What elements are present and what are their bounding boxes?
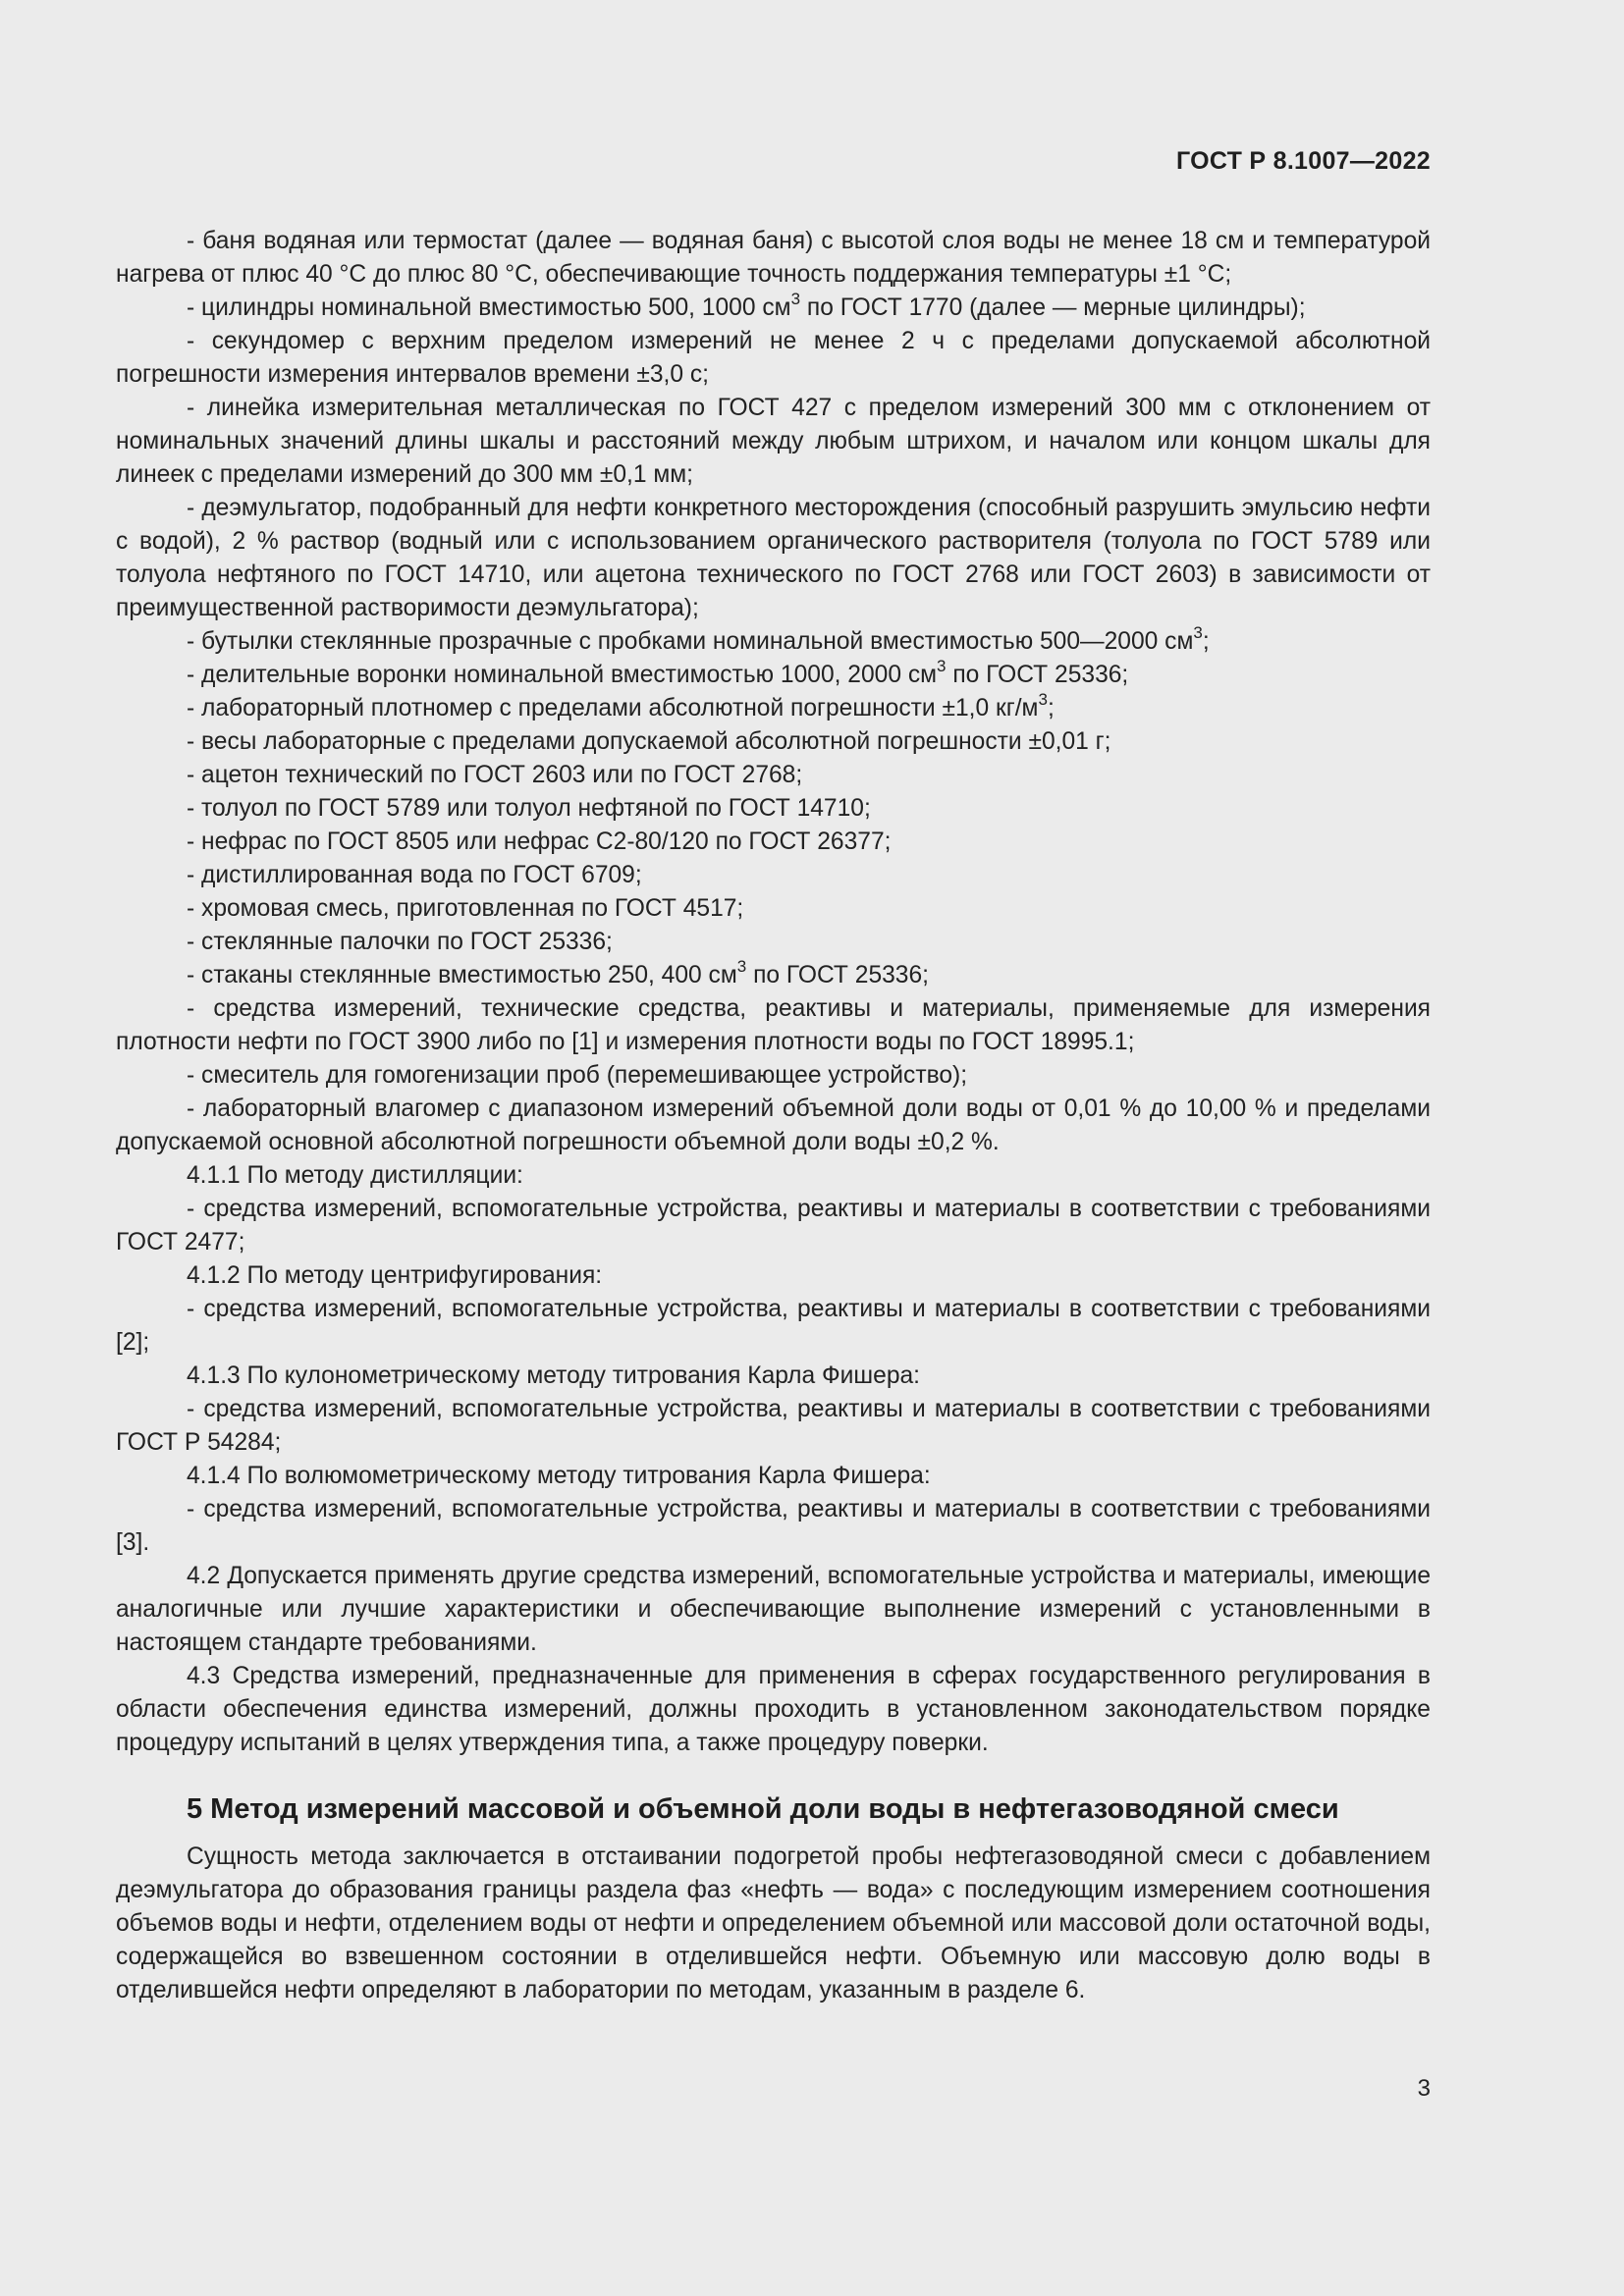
list-item: - секундомер с верхним пределом измерений не менее 2 ч с пределами допускаемой абсолютной погрешности измерения интервалов времени ±3,0 с; [116, 328, 1431, 388]
list-item: - лабораторный влагомер с диапазоном измерений объемной доли воды от 0,01 % до 10,00 % и пределами допускаемой основной абсолютной погрешности объемной доли воды ±0,2 %. [116, 1095, 1431, 1155]
list-item: - стеклянные палочки по ГОСТ 25336; [187, 929, 613, 955]
list-item: - делительные воронки номинальной вместимостью 1000, 2000 $см^3$ по ГОСТ 25336; [187, 656, 1129, 688]
list-item: - нефрас по ГОСТ 8505 или нефрас С2-80/120 по ГОСТ 26377; [187, 828, 892, 855]
page-number: 3 [1417, 2075, 1431, 2102]
list-item: - ацетон технический по ГОСТ 2603 или по ГОСТ 2768; [187, 762, 803, 788]
subclause-heading: 4.1.1 По методу дистилляции: [187, 1162, 523, 1189]
clause-paragraph: 4.2 Допускается применять другие средства измерений, вспомогательные устройства и материалы, имеющие аналогичные или лучшие характеристики и обеспечивающие выполнение измерений с установленными в настоящем стандарте требованиями. [116, 1563, 1431, 1656]
list-item: - толуол по ГОСТ 5789 или толуол нефтяной по ГОСТ 14710; [187, 795, 871, 822]
standard-code-header: ГОСТ Р 8.1007—2022 [1175, 147, 1431, 175]
document-body [116, 225, 1431, 2007]
list-item: - стаканы стеклянные вместимостью 250, 400 $см^3$ по ГОСТ 25336; [187, 956, 929, 988]
subclause-heading: 4.1.4 По волюмометрическому методу титрования Карла Фишера: [187, 1463, 931, 1489]
section-5-body: Сущность метода заключается в отстаивании подогретой пробы нефтегазоводяной смеси с добавлением деэмульгатора до образования границы раздела фаз «нефть — вода» с последующим измерением соотношения объемов воды и нефти, отделением воды от нефти и определением объемной или массовой доли остаточной воды, содержащейся во взвешенном состоянии в отделившейся нефти. Объемную или массовую долю воды в отделившейся нефти определяют в лаборатории по методам, указанным в разделе 6. [116, 1843, 1431, 2003]
list-item: - весы лабораторные с пределами допускаемой абсолютной погрешности ±0,01 г; [187, 728, 1111, 755]
list-item: - деэмульгатор, подобранный для нефти конкретного месторождения (способный разрушить эмульсию нефти с водой), 2 % раствор (водный или с использованием органического растворителя (толуола по ГОСТ 5789 или толуола нефтяного по ГОСТ 14710, или ацетона технического по ГОСТ 2768 или ГОСТ 2603) в зависимости от преимущественной растворимости деэмульгатора); [116, 495, 1431, 621]
list-item: - дистиллированная вода по ГОСТ 6709; [187, 862, 642, 888]
list-item: - средства измерений, вспомогательные устройства, реактивы и материалы в соответствии с требованиями ГОСТ 2477; [116, 1196, 1431, 1255]
subclause-heading: 4.1.3 По кулонометрическому методу титрования Карла Фишера: [187, 1362, 921, 1389]
list-item: - лабораторный плотномер с пределами абсолютной погрешности ±1,0 $кг/м^3$; [187, 689, 1055, 721]
list-item: - средства измерений, вспомогательные устройства, реактивы и материалы в соответствии с требованиями [3]. [116, 1496, 1431, 1556]
section-5-title: 5 Метод измерений массовой и объемной доли воды в нефтегазоводяной смеси [187, 1793, 1339, 1825]
list-item: - бутылки стеклянные прозрачные с пробками номинальной вместимостью 500—2000 $см^3$; [187, 622, 1210, 655]
list-item: - цилиндры номинальной вместимостью 500, 1000 $см^3$ по ГОСТ 1770 (далее — мерные цилиндры); [187, 289, 1306, 321]
clause-paragraph: 4.3 Средства измерений, предназначенные для применения в сферах государственного регулирования в области обеспечения единства измерений, должны проходить в установленном законодательством порядке процедуру испытаний в целях утверждения типа, а также процедуру поверки. [116, 1663, 1431, 1756]
list-item: - линейка измерительная металлическая по ГОСТ 427 с пределом измерений 300 мм с отклонением от номинальных значений длины шкалы и расстояний между любым штрихом, и началом или концом шкалы для линеек с пределами измерений до 300 мм ±0,1 мм; [116, 395, 1431, 488]
list-item: - средства измерений, вспомогательные устройства, реактивы и материалы в соответствии с требованиями [2]; [116, 1296, 1431, 1356]
list-item: - средства измерений, вспомогательные устройства, реактивы и материалы в соответствии с требованиями ГОСТ Р 54284; [116, 1396, 1431, 1456]
list-item: - средства измерений, технические средства, реактивы и материалы, применяемые для измерения плотности нефти по ГОСТ 3900 либо по [1] и измерения плотности воды по ГОСТ 18995.1; [116, 995, 1431, 1055]
subclause-heading: 4.1.2 По методу центрифугирования: [187, 1262, 603, 1289]
list-item: - смеситель для гомогенизации проб (перемешивающее устройство); [187, 1062, 968, 1089]
list-item: - баня водяная или термостат (далее — водяная баня) с высотой слоя воды не менее 18 см и температурой нагрева от плюс 40 °С до плюс 80 °С, обеспечивающие точность поддержания температуры ±1 °С; [116, 228, 1431, 288]
list-item: - хромовая смесь, приготовленная по ГОСТ 4517; [187, 895, 744, 922]
